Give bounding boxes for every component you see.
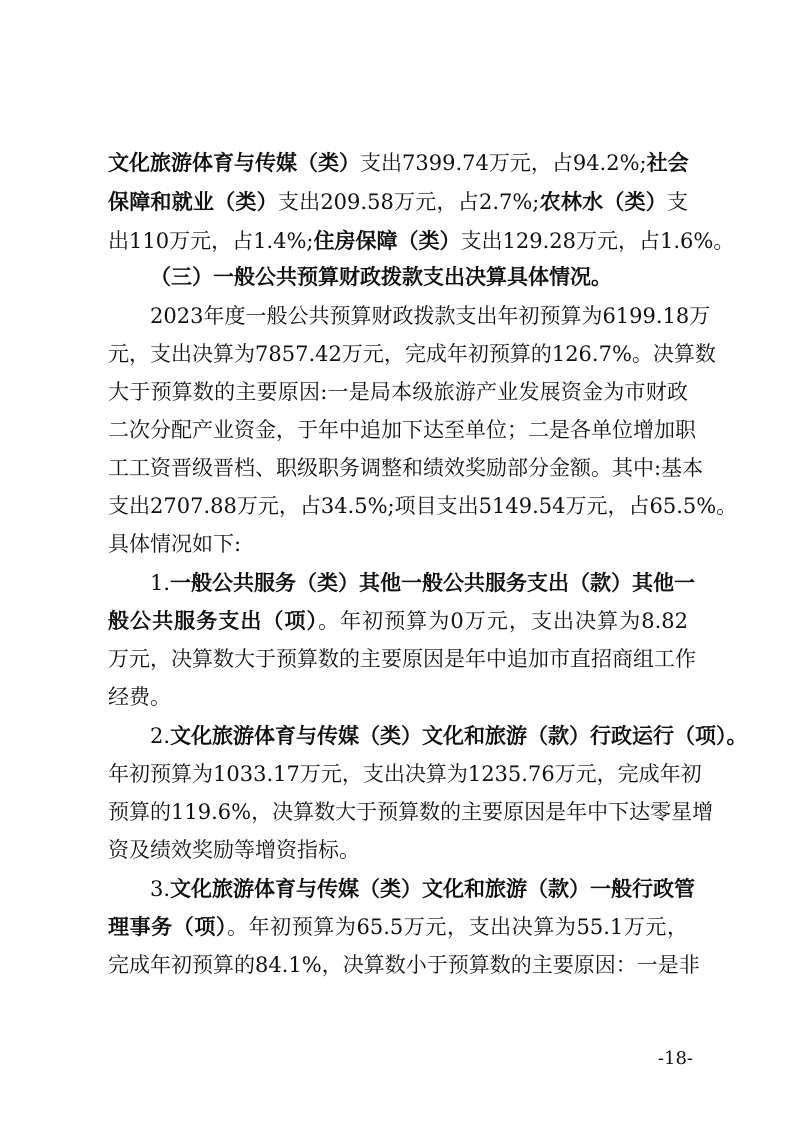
text-run: 支出129.28万元，占1.6%。 bbox=[460, 229, 735, 253]
text-line bbox=[150, 568, 696, 598]
text-line bbox=[108, 529, 688, 559]
text-line bbox=[108, 644, 696, 674]
text-run: 资及绩效奖励等增资指标。 bbox=[108, 838, 360, 862]
text-run: 预算的119.6%，决算数大于预算数的主要原因是年中下达零星增 bbox=[108, 800, 714, 824]
text-run: 3. bbox=[150, 877, 171, 901]
text-run: 支 bbox=[667, 190, 689, 214]
bold-text-run: 文化旅游体育与传媒（类）文化和旅游（款）行政运行（项）。 bbox=[170, 724, 748, 748]
text-run: 经费。 bbox=[108, 685, 171, 709]
text-line bbox=[108, 835, 688, 865]
text-line bbox=[108, 453, 704, 483]
text-run: 2023年度一般公共预算财政拨款支出年初预算为6199.18万 bbox=[150, 304, 711, 328]
text-run: 1. bbox=[150, 571, 171, 595]
text-run: 具体情况如下: bbox=[108, 532, 242, 556]
text-line bbox=[108, 148, 688, 178]
section-heading bbox=[150, 262, 688, 292]
bold-text-run: 一般公共服务（类）其他一般公共服务支出（款）其他一 bbox=[170, 571, 696, 595]
page-number: -18- bbox=[657, 1048, 693, 1069]
text-line bbox=[108, 606, 688, 636]
bold-text-run: 般公共服务支出（项） bbox=[108, 609, 319, 633]
text-run: 二次分配产业资金，于年中追加下达至单位；二是各单位增加职 bbox=[108, 418, 696, 442]
text-line bbox=[108, 415, 696, 445]
bold-text-run: 文化旅游体育与传媒（类） bbox=[108, 151, 360, 175]
text-line bbox=[150, 721, 748, 751]
text-line bbox=[108, 377, 688, 407]
bold-text-run: 文化旅游体育与传媒（类）文化和旅游（款）一般行政管 bbox=[170, 877, 696, 901]
text-line bbox=[150, 874, 696, 904]
bold-text-run: 理事务（项） bbox=[108, 915, 227, 939]
text-run: 支出7399.74万元，占94.2%; bbox=[360, 151, 647, 175]
text-line bbox=[108, 950, 700, 980]
bold-text-run: 保障和就业（类） bbox=[108, 190, 278, 214]
text-line bbox=[108, 187, 688, 217]
bold-text-run: 社会 bbox=[646, 151, 689, 175]
text-line bbox=[108, 682, 688, 712]
text-run: 出110万元，占1.4%; bbox=[108, 229, 314, 253]
text-line bbox=[108, 491, 738, 521]
text-line bbox=[108, 339, 716, 369]
text-line bbox=[150, 301, 711, 331]
text-run: 万元，决算数大于预算数的主要原因是年中追加市直招商组工作 bbox=[108, 647, 696, 671]
text-line bbox=[108, 912, 688, 942]
text-run: 工工资晋级晋档、职级职务调整和绩效奖励部分金额。其中:基本 bbox=[108, 456, 704, 480]
text-run: 支出2707.88万元，占34.5%;项目支出5149.54万元，占65.5%。 bbox=[108, 494, 738, 518]
text-line bbox=[108, 759, 702, 789]
text-run: 元，支出决算为7857.42万元，完成年初预算的126.7%。决算数 bbox=[108, 342, 716, 366]
bold-text-run: 农林水（类） bbox=[539, 190, 668, 214]
text-run: 。年初预算为65.5万元，支出决算为55.1万元， bbox=[227, 915, 689, 939]
text-run: 2. bbox=[150, 724, 171, 748]
text-run: 年初预算为1033.17万元，支出决算为1235.76万元，完成年初 bbox=[108, 762, 702, 786]
text-run: 支出209.58万元，占2.7%; bbox=[277, 190, 540, 214]
text-run: 大于预算数的主要原因:一是局本级旅游产业发展资金为市财政 bbox=[108, 380, 688, 404]
text-run: 。年初预算为0万元，支出决算为8.82 bbox=[318, 609, 689, 633]
text-run: 完成年初预算的84.1%，决算数小于预算数的主要原因：一是非 bbox=[108, 953, 700, 977]
bold-text-run: 住房保障（类） bbox=[313, 229, 461, 253]
bold-text-run: （三）一般公共预算财政拨款支出决算具体情况。 bbox=[150, 265, 612, 289]
text-line bbox=[108, 797, 714, 827]
text-line bbox=[108, 226, 735, 256]
